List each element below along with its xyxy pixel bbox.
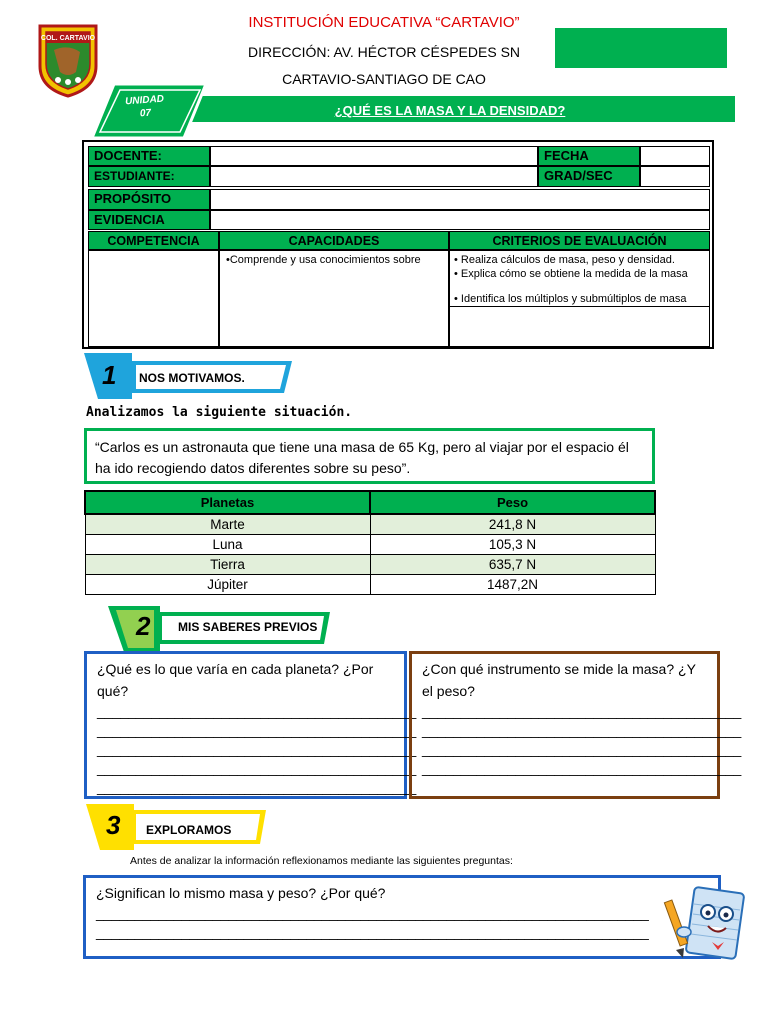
proposito-label: PROPÓSITO xyxy=(88,189,210,210)
unit-label-word: UNIDAD xyxy=(124,93,165,108)
unit-title: ¿QUÉ ES LA MASA Y LA DENSIDAD? xyxy=(334,103,566,118)
table-header-row xyxy=(85,491,655,514)
planet-weight: 105,3 N xyxy=(370,535,655,555)
planet-name: Luna xyxy=(85,535,370,555)
pencil-mascot-icon xyxy=(662,880,754,966)
answer-line[interactable]: _________________________________________ xyxy=(97,722,417,738)
docente-label: DOCENTE: xyxy=(88,146,210,166)
criterios-cell xyxy=(449,250,710,347)
question-box-2 xyxy=(409,651,742,799)
section1-title: NOS MOTIVAMOS. xyxy=(139,371,245,385)
section3-number: 3 xyxy=(106,810,121,840)
fecha-field[interactable] xyxy=(640,146,710,166)
section2-title: MIS SABERES PREVIOS xyxy=(178,620,318,634)
institution-city: CARTAVIO-SANTIAGO DE CAO xyxy=(282,71,486,87)
answer-line[interactable]: _________________________________________ xyxy=(422,722,742,738)
gradsec-field[interactable] xyxy=(640,166,710,187)
section1-subheading: Analizamos la siguiente situación. xyxy=(86,405,353,420)
evidencia-field[interactable] xyxy=(210,210,710,230)
answer-line[interactable]: _________________________________________ xyxy=(422,741,742,757)
answer-line[interactable]: _________________________________________ xyxy=(422,703,742,719)
answer-line[interactable]: _______________________________________________________________________ xyxy=(96,905,649,921)
unit-number: 07 xyxy=(139,107,152,120)
section3-intro: Antes de analizar la información reflexionamos mediante las siguientes preguntas: xyxy=(130,855,513,867)
answer-line[interactable]: _________________________________________ xyxy=(97,760,417,776)
planets-table xyxy=(84,490,656,595)
section1-number: 1 xyxy=(102,360,117,390)
col-capacidades: CAPACIDADES xyxy=(219,231,449,250)
section3-title: EXPLORAMOS xyxy=(146,823,232,837)
answer-line[interactable]: _________________________________________ xyxy=(97,779,417,795)
criterio-item: • Explica cómo se obtiene la medida de la masa xyxy=(454,268,688,280)
competencia-cell xyxy=(88,250,219,347)
table-row xyxy=(85,535,655,555)
capacidad-item: •Comprende y usa conocimientos sobre xyxy=(226,254,421,266)
col-planetas: Planetas xyxy=(85,491,370,514)
capacidades-cell xyxy=(219,250,449,347)
planet-name: Júpiter xyxy=(85,575,370,595)
institution-address: DIRECCIÓN: AV. HÉCTOR CÉSPEDES SN xyxy=(247,44,521,60)
svg-text:COL. CARTAVIO: COL. CARTAVIO xyxy=(40,35,96,42)
table-row xyxy=(85,555,655,575)
gradsec-label: GRAD/SEC xyxy=(538,166,640,187)
answer-line[interactable]: _________________________________________ xyxy=(97,741,417,757)
table-row xyxy=(85,575,655,595)
planet-weight: 1487,2N xyxy=(370,575,655,595)
table-row xyxy=(85,514,655,535)
proposito-field[interactable] xyxy=(210,189,710,210)
docente-field[interactable] xyxy=(210,146,538,166)
estudiante-label: ESTUDIANTE: xyxy=(88,166,210,187)
question-box-3 xyxy=(83,875,721,959)
question-box-1 xyxy=(84,651,417,799)
estudiante-field[interactable] xyxy=(210,166,538,187)
col-peso: Peso xyxy=(370,491,655,514)
answer-line[interactable]: _________________________________________ xyxy=(97,703,417,719)
fecha-label: FECHA xyxy=(538,146,640,166)
criterio-item: • Realiza cálculos de masa, peso y densidad. xyxy=(454,254,675,266)
criterios-divider xyxy=(449,306,710,307)
col-criterios: CRITERIOS DE EVALUACIÓN xyxy=(449,231,710,250)
planet-weight: 635,7 N xyxy=(370,555,655,575)
evidencia-label: EVIDENCIA xyxy=(88,210,210,230)
header-green-block xyxy=(555,28,727,68)
section2-number: 2 xyxy=(136,611,151,641)
planet-name: Marte xyxy=(85,514,370,535)
criterio-item: • Identifica los múltiplos y submúltiplos de masa xyxy=(454,293,687,305)
question-1: ¿Qué es lo que varía en cada planeta? ¿Por qué? xyxy=(97,661,374,699)
question-2: ¿Con qué instrumento se mide la masa? ¿Y el peso? xyxy=(422,661,696,699)
question-3: ¿Significan lo mismo masa y peso? ¿Por qué? xyxy=(96,885,386,901)
col-competencia: COMPETENCIA xyxy=(88,231,219,250)
situation-quote: “Carlos es un astronauta que tiene una masa de 65 Kg, pero al viajar por el espacio él ha ido recogiendo datos diferentes sobre su peso”. xyxy=(84,428,655,484)
planet-weight: 241,8 N xyxy=(370,514,655,535)
answer-line[interactable]: _______________________________________________________________________ xyxy=(96,924,649,940)
answer-line[interactable]: _________________________________________ xyxy=(422,760,742,776)
planet-name: Tierra xyxy=(85,555,370,575)
institution-title: INSTITUCIÓN EDUCATIVA “CARTAVIO” xyxy=(248,14,520,31)
